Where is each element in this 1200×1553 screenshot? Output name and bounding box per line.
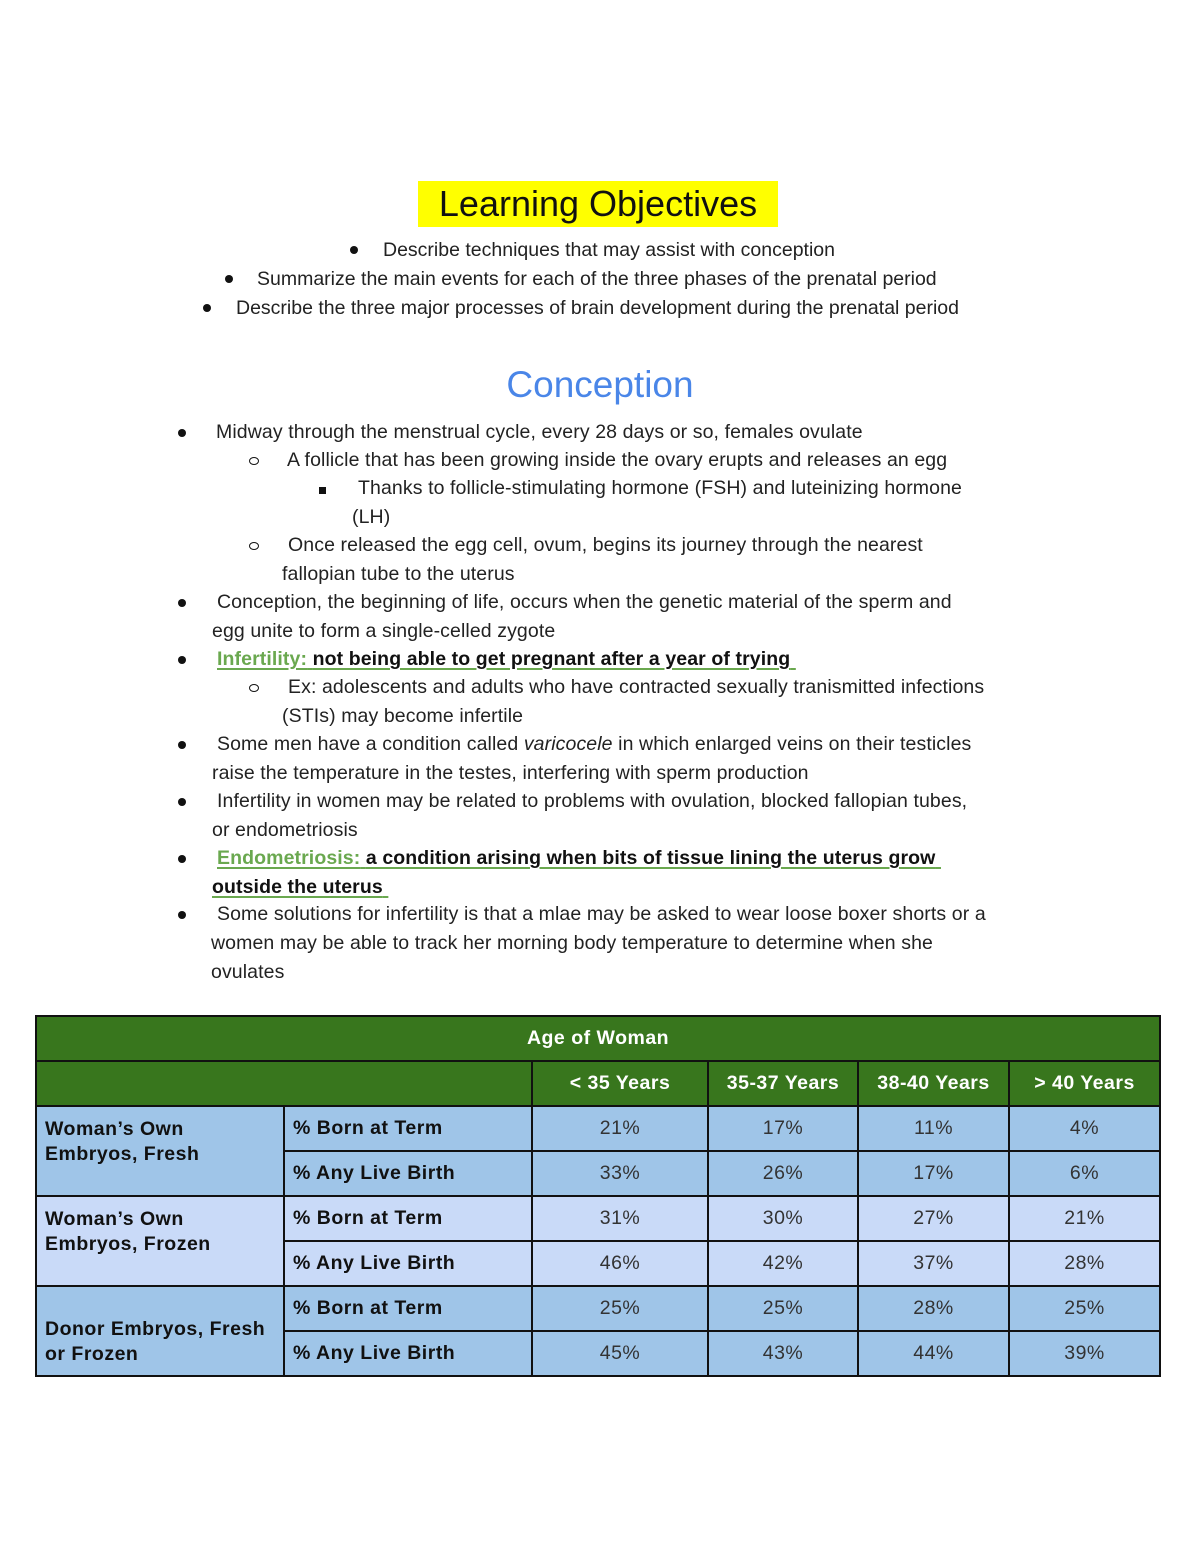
list-item: Thanks to follicle-stimulating hormone (FSH) and luteinizing hormone (358, 477, 962, 499)
row-group-label: Woman’s Own Embryos, Fresh (36, 1106, 284, 1196)
circle-bullet-icon (249, 542, 259, 550)
metric-label: % Born at Term (284, 1286, 532, 1331)
table-cell: 21% (1009, 1196, 1160, 1241)
text-segment: in which enlarged veins on their testicles (612, 733, 972, 755)
table-cell: 37% (858, 1241, 1009, 1286)
table-cell: 27% (858, 1196, 1009, 1241)
list-item: Ex: adolescents and adults who have contracted sexually tranismitted infections (288, 676, 985, 698)
bullet-icon (225, 275, 233, 283)
list-item: Some solutions for infertility is that a mlae may be asked to wear loose boxer shorts or a (217, 903, 986, 925)
bullet-icon (350, 246, 358, 254)
definition-text: a condition arising when bits of tissue lining the uterus grow (365, 847, 936, 869)
metric-label: % Any Live Birth (284, 1331, 532, 1376)
table-cell: 11% (858, 1106, 1009, 1151)
metric-label: % Born at Term (284, 1106, 532, 1151)
bullet-icon (203, 304, 211, 312)
table-cell: 42% (708, 1241, 858, 1286)
metric-label: % Born at Term (284, 1196, 532, 1241)
table-cell: 44% (858, 1331, 1009, 1376)
table-cell: 33% (532, 1151, 708, 1196)
definition-endometriosis (217, 844, 941, 873)
bullet-icon (178, 656, 186, 664)
column-header: < 35 Years (532, 1061, 708, 1106)
text-segment: Some men have a condition called (217, 733, 524, 755)
table-cell: 45% (532, 1331, 708, 1376)
term-endometriosis: Endometriosis: (217, 847, 361, 869)
table-cell: 46% (532, 1241, 708, 1286)
bullet-icon (178, 855, 186, 863)
bullet-icon (178, 798, 186, 806)
table-row (36, 1196, 1160, 1241)
table-cell: 31% (532, 1196, 708, 1241)
section-title: Conception (506, 364, 694, 405)
success-rate-table (35, 1015, 1161, 1377)
term-infertility: Infertility: (217, 648, 308, 670)
list-item-continuation: (LH) (352, 506, 391, 528)
bullet-icon (178, 599, 186, 607)
table-cell: 26% (708, 1151, 858, 1196)
list-item-continuation: or endometriosis (212, 819, 358, 841)
column-header: > 40 Years (1009, 1061, 1160, 1106)
square-bullet-icon (319, 487, 326, 494)
list-item-continuation: fallopian tube to the uterus (282, 563, 515, 585)
table-cell: 25% (1009, 1286, 1160, 1331)
row-group-label: Donor Embryos, Fresh or Frozen (36, 1286, 284, 1376)
table-row (36, 1106, 1160, 1151)
list-item: Once released the egg cell, ovum, begins its journey through the nearest (288, 534, 923, 556)
objective-item: Summarize the main events for each of the three phases of the prenatal period (257, 268, 937, 290)
table-cell: 43% (708, 1331, 858, 1376)
table-cell: 4% (1009, 1106, 1160, 1151)
table-cell: 17% (858, 1151, 1009, 1196)
list-item: Infertility in women may be related to problems with ovulation, blocked fallopian tubes, (217, 790, 968, 812)
list-item-continuation: (STIs) may become infertile (282, 705, 524, 727)
page-title: Learning Objectives (418, 181, 778, 227)
circle-bullet-icon (249, 457, 259, 465)
definition-infertility (217, 645, 796, 674)
row-group-label: Woman’s Own Embryos, Frozen (36, 1196, 284, 1286)
list-item: A follicle that has been growing inside the ovary erupts and releases an egg (287, 449, 948, 471)
list-item-continuation: raise the temperature in the testes, interfering with sperm production (212, 762, 809, 784)
table-cell: 28% (858, 1286, 1009, 1331)
definition-text: outside the uterus (212, 876, 383, 898)
bullet-icon (178, 911, 186, 919)
list-item (217, 730, 971, 759)
table-title: Age of Woman (36, 1016, 1160, 1061)
list-item-continuation: women may be able to track her morning body temperature to determine when she (211, 932, 933, 954)
italic-term: varicocele (523, 733, 613, 755)
definition-text: not being able to get pregnant after a year of trying (312, 648, 791, 670)
table-cell: 25% (708, 1286, 858, 1331)
objective-item: Describe techniques that may assist with conception (383, 239, 835, 261)
list-item-continuation: ovulates (211, 961, 285, 983)
table-cell: 39% (1009, 1331, 1160, 1376)
list-item-continuation: egg unite to form a single-celled zygote (212, 620, 556, 642)
table-cell: 6% (1009, 1151, 1160, 1196)
bullet-icon (178, 429, 186, 437)
table-cell: 25% (532, 1286, 708, 1331)
column-header: 35-37 Years (708, 1061, 858, 1106)
metric-label: % Any Live Birth (284, 1151, 532, 1196)
objective-item: Describe the three major processes of brain development during the prenatal period (236, 297, 959, 319)
table-cell: 17% (708, 1106, 858, 1151)
table-cell: 21% (532, 1106, 708, 1151)
circle-bullet-icon (249, 684, 259, 692)
table-cell: 30% (708, 1196, 858, 1241)
list-item: Conception, the beginning of life, occurs when the genetic material of the sperm and (217, 591, 952, 613)
bullet-icon (178, 741, 186, 749)
table-header-blank (36, 1061, 532, 1106)
metric-label: % Any Live Birth (284, 1241, 532, 1286)
table-row (36, 1286, 1160, 1331)
definition-continuation (212, 873, 388, 902)
list-item: Midway through the menstrual cycle, every 28 days or so, females ovulate (216, 421, 863, 443)
column-header: 38-40 Years (858, 1061, 1009, 1106)
table-cell: 28% (1009, 1241, 1160, 1286)
